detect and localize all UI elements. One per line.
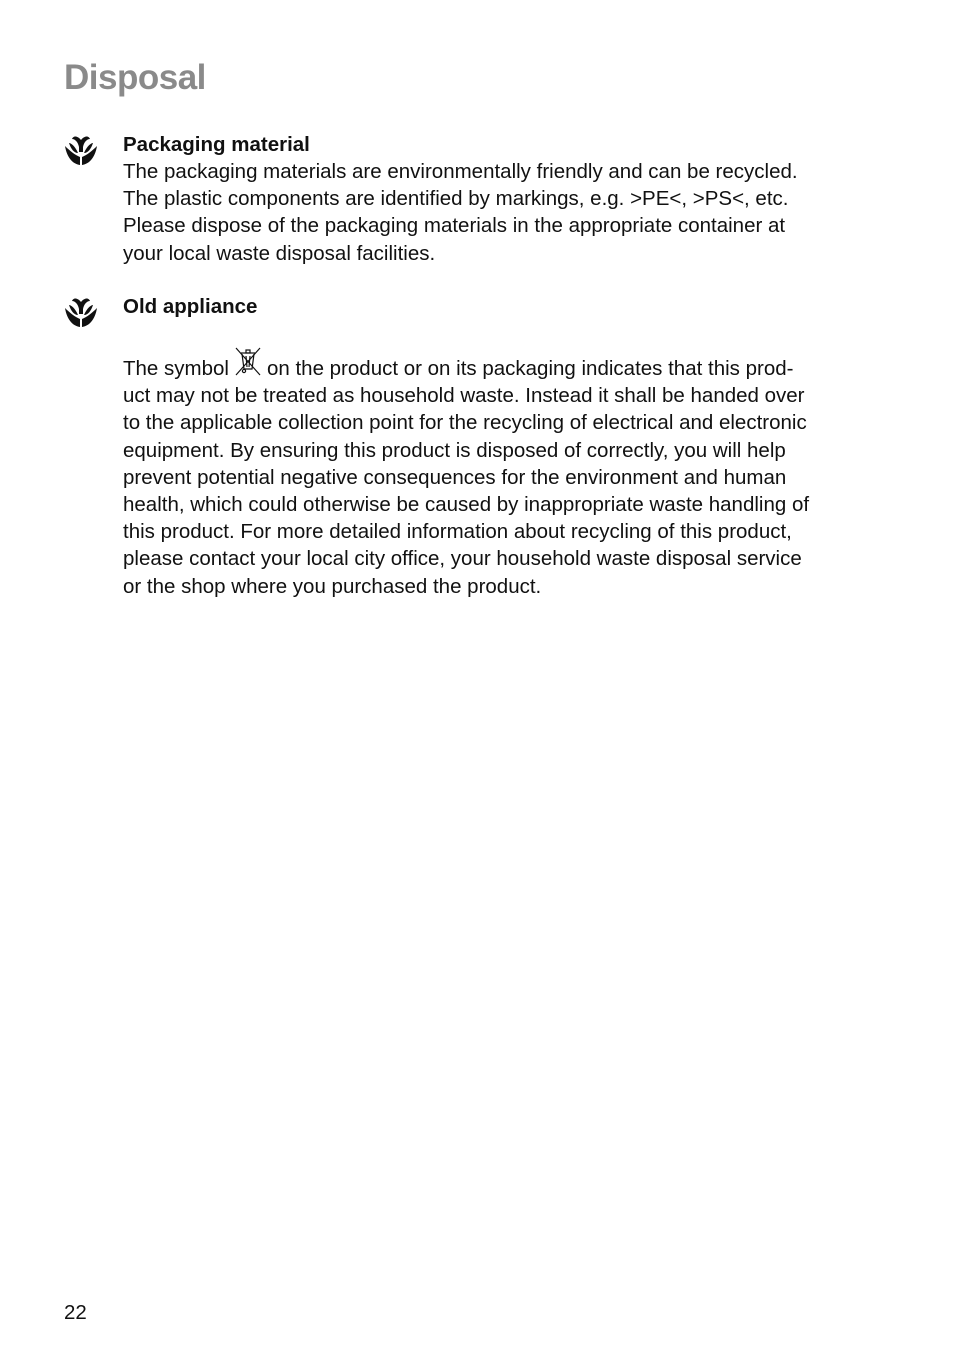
text-fragment: on the product or on its packaging indicates that this prod- xyxy=(266,357,794,380)
text-line: prevent potential negative consequences for the environment and human xyxy=(123,465,787,489)
text-line: or the shop where you purchased the product. xyxy=(123,574,542,598)
old-appliance-paragraph xyxy=(123,347,809,600)
crossed-out-wheelie-bin-icon xyxy=(231,347,265,377)
section-heading-old-appliance: Old appliance xyxy=(123,295,258,318)
text-line: health, which could otherwise be caused by inappropriate waste handling of xyxy=(123,493,810,517)
text-line: please contact your local city office, your household waste disposal service xyxy=(123,547,802,571)
text-line: The plastic components are identified by markings, e.g. >PE<, >PS<, etc. xyxy=(123,187,789,211)
packaging-paragraph xyxy=(123,158,798,267)
text-line xyxy=(123,347,809,382)
text-line: to the applicable collection point for the recycling of electrical and electronic xyxy=(123,411,807,435)
environment-leaf-icon xyxy=(63,295,99,331)
text-fragment: The symbol xyxy=(123,357,229,380)
text-line: your local waste disposal facilities. xyxy=(123,241,436,265)
page-title: Disposal xyxy=(64,58,206,97)
section-heading-packaging: Packaging material xyxy=(123,133,310,156)
text-line: equipment. By ensuring this product is disposed of correctly, you will help xyxy=(123,438,786,462)
page-number: 22 xyxy=(64,1301,87,1324)
environment-leaf-icon xyxy=(63,133,99,169)
text-line: this product. For more detailed information about recycling of this product, xyxy=(123,520,792,544)
text-line: Please dispose of the packaging materials in the appropriate container at xyxy=(123,214,786,238)
text-line: uct may not be treated as household waste. Instead it shall be handed over xyxy=(123,384,805,408)
text-line: The packaging materials are environmentally friendly and can be recycled. xyxy=(123,160,798,183)
